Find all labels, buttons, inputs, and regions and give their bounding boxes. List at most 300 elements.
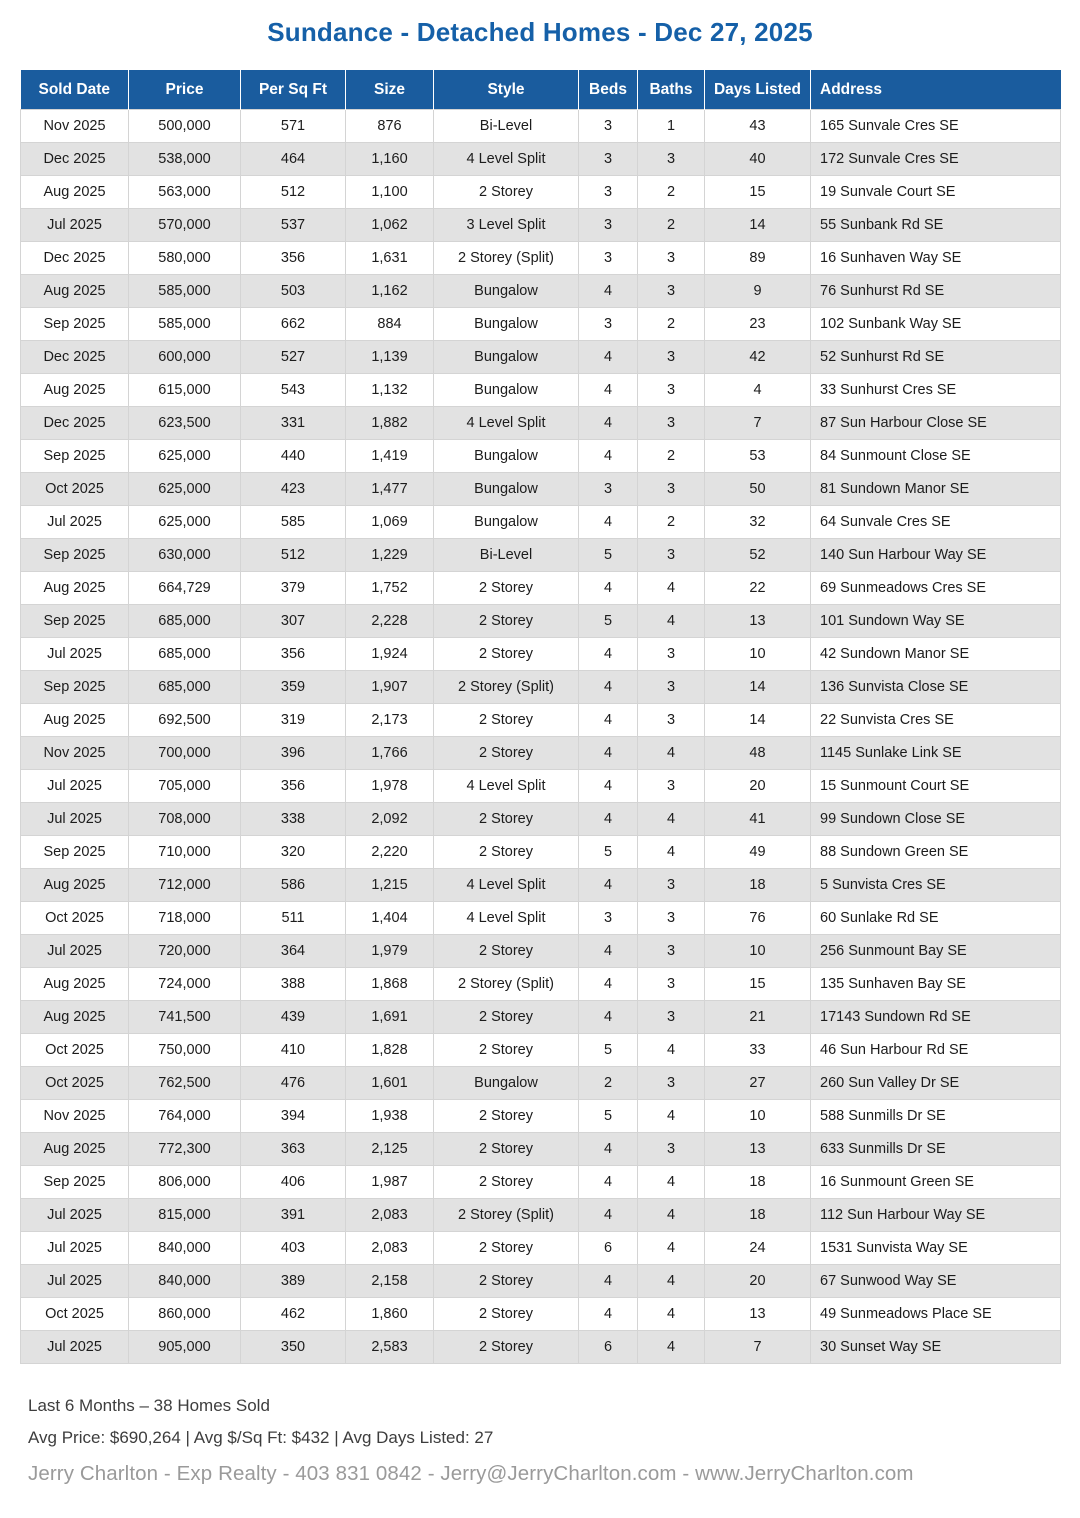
cell-per-sq-ft: 364 [241,935,346,968]
cell-beds: 4 [579,1166,638,1199]
cell-baths: 4 [638,605,705,638]
cell-baths: 2 [638,440,705,473]
cell-days-listed: 7 [705,1331,811,1364]
cell-per-sq-ft: 543 [241,374,346,407]
column-header-size[interactable]: Size [346,70,434,110]
table-row [21,539,1061,572]
cell-sold-date: Jul 2025 [21,209,129,242]
cell-per-sq-ft: 320 [241,836,346,869]
cell-sold-date: Jul 2025 [21,638,129,671]
cell-days-listed: 24 [705,1232,811,1265]
cell-size: 1,160 [346,143,434,176]
cell-beds: 4 [579,1001,638,1034]
cell-days-listed: 15 [705,968,811,1001]
cell-sold-date: Oct 2025 [21,473,129,506]
cell-size: 1,882 [346,407,434,440]
table-row [21,143,1061,176]
cell-baths: 3 [638,407,705,440]
cell-style: Bungalow [434,440,579,473]
cell-per-sq-ft: 389 [241,1265,346,1298]
cell-beds: 4 [579,275,638,308]
cell-size: 1,938 [346,1100,434,1133]
cell-address: 87 Sun Harbour Close SE [811,407,1061,440]
cell-sold-date: Dec 2025 [21,143,129,176]
table-row [21,176,1061,209]
cell-sold-date: Dec 2025 [21,242,129,275]
cell-address: 140 Sun Harbour Way SE [811,539,1061,572]
cell-per-sq-ft: 363 [241,1133,346,1166]
cell-price: 664,729 [129,572,241,605]
cell-sold-date: Aug 2025 [21,374,129,407]
cell-style: Bi-Level [434,110,579,143]
cell-per-sq-ft: 338 [241,803,346,836]
cell-price: 762,500 [129,1067,241,1100]
cell-size: 884 [346,308,434,341]
cell-address: 5 Sunvista Cres SE [811,869,1061,902]
table-row [21,1067,1061,1100]
cell-address: 67 Sunwood Way SE [811,1265,1061,1298]
cell-sold-date: Aug 2025 [21,968,129,1001]
table-row [21,935,1061,968]
cell-days-listed: 18 [705,1199,811,1232]
cell-style: 2 Storey [434,704,579,737]
cell-price: 685,000 [129,605,241,638]
cell-per-sq-ft: 331 [241,407,346,440]
cell-price: 570,000 [129,209,241,242]
cell-sold-date: Oct 2025 [21,1034,129,1067]
table-row [21,869,1061,902]
cell-days-listed: 18 [705,1166,811,1199]
cell-address: 55 Sunbank Rd SE [811,209,1061,242]
cell-style: Bungalow [434,473,579,506]
cell-baths: 3 [638,143,705,176]
cell-days-listed: 52 [705,539,811,572]
cell-beds: 4 [579,638,638,671]
cell-sold-date: Sep 2025 [21,1166,129,1199]
cell-address: 1531 Sunvista Way SE [811,1232,1061,1265]
column-header-sold-date[interactable]: Sold Date [21,70,129,110]
cell-days-listed: 27 [705,1067,811,1100]
cell-baths: 3 [638,275,705,308]
cell-price: 580,000 [129,242,241,275]
cell-price: 840,000 [129,1265,241,1298]
cell-style: 2 Storey (Split) [434,242,579,275]
cell-beds: 3 [579,176,638,209]
cell-beds: 3 [579,473,638,506]
cell-sold-date: Nov 2025 [21,737,129,770]
cell-days-listed: 33 [705,1034,811,1067]
cell-per-sq-ft: 439 [241,1001,346,1034]
cell-beds: 4 [579,1133,638,1166]
cell-style: 4 Level Split [434,143,579,176]
cell-beds: 5 [579,539,638,572]
cell-days-listed: 10 [705,638,811,671]
cell-baths: 4 [638,1232,705,1265]
cell-price: 860,000 [129,1298,241,1331]
table-row [21,638,1061,671]
cell-style: Bi-Level [434,539,579,572]
cell-sold-date: Jul 2025 [21,803,129,836]
cell-beds: 4 [579,572,638,605]
cell-style: Bungalow [434,1067,579,1100]
cell-days-listed: 9 [705,275,811,308]
sold-homes-table [20,70,1061,1364]
table-row [21,209,1061,242]
cell-beds: 5 [579,1034,638,1067]
cell-per-sq-ft: 319 [241,704,346,737]
cell-per-sq-ft: 462 [241,1298,346,1331]
cell-beds: 4 [579,374,638,407]
cell-style: 2 Storey [434,803,579,836]
cell-address: 16 Sunmount Green SE [811,1166,1061,1199]
cell-days-listed: 21 [705,1001,811,1034]
cell-sold-date: Jul 2025 [21,1265,129,1298]
cell-sold-date: Sep 2025 [21,671,129,704]
cell-size: 1,631 [346,242,434,275]
cell-per-sq-ft: 586 [241,869,346,902]
cell-per-sq-ft: 396 [241,737,346,770]
cell-sold-date: Jul 2025 [21,770,129,803]
cell-per-sq-ft: 350 [241,1331,346,1364]
cell-address: 112 Sun Harbour Way SE [811,1199,1061,1232]
table-row [21,110,1061,143]
cell-baths: 3 [638,1001,705,1034]
cell-address: 69 Sunmeadows Cres SE [811,572,1061,605]
cell-style: 2 Storey (Split) [434,671,579,704]
cell-size: 1,987 [346,1166,434,1199]
table-row [21,1034,1061,1067]
cell-style: 3 Level Split [434,209,579,242]
cell-sold-date: Nov 2025 [21,1100,129,1133]
cell-baths: 3 [638,1067,705,1100]
cell-beds: 4 [579,968,638,1001]
cell-sold-date: Sep 2025 [21,836,129,869]
cell-beds: 3 [579,110,638,143]
table-row [21,671,1061,704]
table-row [21,1166,1061,1199]
cell-days-listed: 53 [705,440,811,473]
cell-beds: 3 [579,308,638,341]
table-row [21,1199,1061,1232]
cell-baths: 4 [638,803,705,836]
cell-style: 2 Storey [434,737,579,770]
cell-baths: 3 [638,968,705,1001]
cell-size: 1,766 [346,737,434,770]
cell-per-sq-ft: 403 [241,1232,346,1265]
summary-count: Last 6 Months – 38 Homes Sold [28,1396,270,1416]
cell-size: 1,978 [346,770,434,803]
cell-price: 705,000 [129,770,241,803]
cell-sold-date: Jul 2025 [21,1199,129,1232]
cell-address: 88 Sundown Green SE [811,836,1061,869]
cell-address: 64 Sunvale Cres SE [811,506,1061,539]
cell-size: 876 [346,110,434,143]
table-row [21,407,1061,440]
cell-size: 2,583 [346,1331,434,1364]
sales-table-container [20,70,1060,1364]
table-row [21,902,1061,935]
cell-style: 4 Level Split [434,770,579,803]
cell-beds: 5 [579,1100,638,1133]
table-row [21,704,1061,737]
table-row [21,737,1061,770]
cell-size: 1,229 [346,539,434,572]
cell-per-sq-ft: 391 [241,1199,346,1232]
agent-contact-line: Jerry Charlton - Exp Realty - 403 831 0842 - Jerry@JerryCharlton.com - www.JerryCharlton.com [28,1462,914,1485]
cell-sold-date: Jul 2025 [21,506,129,539]
cell-size: 2,220 [346,836,434,869]
cell-beds: 4 [579,770,638,803]
cell-price: 712,000 [129,869,241,902]
cell-beds: 3 [579,143,638,176]
cell-price: 772,300 [129,1133,241,1166]
cell-address: 49 Sunmeadows Place SE [811,1298,1061,1331]
cell-style: Bungalow [434,341,579,374]
table-row [21,1232,1061,1265]
cell-price: 815,000 [129,1199,241,1232]
cell-beds: 3 [579,209,638,242]
cell-baths: 3 [638,770,705,803]
cell-beds: 4 [579,671,638,704]
cell-baths: 4 [638,1298,705,1331]
cell-per-sq-ft: 359 [241,671,346,704]
cell-days-listed: 76 [705,902,811,935]
cell-address: 76 Sunhurst Rd SE [811,275,1061,308]
cell-beds: 3 [579,242,638,275]
cell-sold-date: Oct 2025 [21,1067,129,1100]
table-row [21,440,1061,473]
cell-size: 1,100 [346,176,434,209]
cell-sold-date: Jul 2025 [21,935,129,968]
cell-days-listed: 32 [705,506,811,539]
cell-style: Bungalow [434,374,579,407]
cell-size: 1,907 [346,671,434,704]
cell-size: 1,979 [346,935,434,968]
cell-baths: 3 [638,341,705,374]
cell-price: 905,000 [129,1331,241,1364]
cell-per-sq-ft: 511 [241,902,346,935]
cell-days-listed: 42 [705,341,811,374]
cell-address: 16 Sunhaven Way SE [811,242,1061,275]
cell-baths: 3 [638,935,705,968]
column-header-address[interactable]: Address [811,70,1061,110]
cell-address: 256 Sunmount Bay SE [811,935,1061,968]
cell-per-sq-ft: 464 [241,143,346,176]
cell-price: 710,000 [129,836,241,869]
cell-baths: 3 [638,704,705,737]
cell-beds: 4 [579,1199,638,1232]
cell-days-listed: 40 [705,143,811,176]
cell-address: 22 Sunvista Cres SE [811,704,1061,737]
cell-baths: 4 [638,1166,705,1199]
cell-sold-date: Oct 2025 [21,902,129,935]
cell-price: 500,000 [129,110,241,143]
cell-days-listed: 20 [705,770,811,803]
cell-address: 633 Sunmills Dr SE [811,1133,1061,1166]
cell-sold-date: Aug 2025 [21,1001,129,1034]
cell-address: 84 Sunmount Close SE [811,440,1061,473]
cell-baths: 4 [638,1100,705,1133]
cell-per-sq-ft: 527 [241,341,346,374]
cell-address: 19 Sunvale Court SE [811,176,1061,209]
cell-days-listed: 22 [705,572,811,605]
table-row [21,803,1061,836]
cell-address: 165 Sunvale Cres SE [811,110,1061,143]
cell-per-sq-ft: 662 [241,308,346,341]
cell-sold-date: Jul 2025 [21,1232,129,1265]
cell-baths: 2 [638,209,705,242]
cell-size: 1,419 [346,440,434,473]
cell-style: Bungalow [434,308,579,341]
cell-price: 623,500 [129,407,241,440]
cell-beds: 4 [579,704,638,737]
cell-size: 1,752 [346,572,434,605]
cell-size: 1,069 [346,506,434,539]
cell-size: 1,404 [346,902,434,935]
table-row [21,473,1061,506]
cell-price: 741,500 [129,1001,241,1034]
cell-size: 2,083 [346,1199,434,1232]
cell-size: 1,215 [346,869,434,902]
cell-per-sq-ft: 571 [241,110,346,143]
cell-price: 685,000 [129,671,241,704]
cell-sold-date: Dec 2025 [21,341,129,374]
cell-per-sq-ft: 388 [241,968,346,1001]
cell-style: 2 Storey [434,176,579,209]
cell-style: 2 Storey [434,1100,579,1133]
cell-beds: 4 [579,440,638,473]
cell-address: 15 Sunmount Court SE [811,770,1061,803]
cell-style: 2 Storey [434,605,579,638]
summary-averages: Avg Price: $690,264 | Avg $/Sq Ft: $432 | Avg Days Listed: 27 [28,1427,494,1447]
table-row [21,1298,1061,1331]
summary-block [28,1390,1080,1453]
cell-per-sq-ft: 394 [241,1100,346,1133]
cell-price: 708,000 [129,803,241,836]
column-header-beds[interactable]: Beds [579,70,638,110]
cell-style: 2 Storey [434,638,579,671]
cell-price: 563,000 [129,176,241,209]
cell-address: 30 Sunset Way SE [811,1331,1061,1364]
cell-size: 1,691 [346,1001,434,1034]
cell-per-sq-ft: 307 [241,605,346,638]
cell-per-sq-ft: 406 [241,1166,346,1199]
column-header-price[interactable]: Price [129,70,241,110]
cell-style: 2 Storey [434,1133,579,1166]
cell-price: 700,000 [129,737,241,770]
cell-style: 2 Storey [434,935,579,968]
cell-days-listed: 49 [705,836,811,869]
column-header-style[interactable]: Style [434,70,579,110]
cell-address: 101 Sundown Way SE [811,605,1061,638]
cell-sold-date: Aug 2025 [21,275,129,308]
cell-price: 630,000 [129,539,241,572]
cell-beds: 4 [579,737,638,770]
cell-style: 4 Level Split [434,902,579,935]
cell-per-sq-ft: 410 [241,1034,346,1067]
cell-style: Bungalow [434,275,579,308]
cell-per-sq-ft: 512 [241,539,346,572]
cell-beds: 4 [579,407,638,440]
table-row [21,770,1061,803]
cell-price: 585,000 [129,275,241,308]
cell-days-listed: 7 [705,407,811,440]
cell-baths: 2 [638,176,705,209]
cell-days-listed: 10 [705,1100,811,1133]
cell-address: 99 Sundown Close SE [811,803,1061,836]
table-row [21,341,1061,374]
cell-address: 135 Sunhaven Bay SE [811,968,1061,1001]
cell-address: 42 Sundown Manor SE [811,638,1061,671]
cell-style: 2 Storey [434,836,579,869]
cell-size: 2,158 [346,1265,434,1298]
table-header-row [21,70,1061,110]
cell-size: 1,868 [346,968,434,1001]
cell-sold-date: Aug 2025 [21,176,129,209]
cell-sold-date: Nov 2025 [21,110,129,143]
cell-beds: 4 [579,935,638,968]
table-row [21,1001,1061,1034]
cell-size: 1,860 [346,1298,434,1331]
cell-baths: 3 [638,902,705,935]
cell-beds: 4 [579,869,638,902]
cell-style: 4 Level Split [434,869,579,902]
table-row [21,1265,1061,1298]
cell-sold-date: Dec 2025 [21,407,129,440]
cell-beds: 4 [579,1265,638,1298]
cell-per-sq-ft: 356 [241,770,346,803]
table-row [21,242,1061,275]
cell-sold-date: Sep 2025 [21,605,129,638]
cell-style: 2 Storey [434,1034,579,1067]
cell-days-listed: 10 [705,935,811,968]
cell-style: 2 Storey [434,1001,579,1034]
cell-price: 615,000 [129,374,241,407]
cell-style: 2 Storey [434,1166,579,1199]
cell-sold-date: Sep 2025 [21,308,129,341]
cell-per-sq-ft: 440 [241,440,346,473]
cell-days-listed: 20 [705,1265,811,1298]
cell-baths: 3 [638,869,705,902]
cell-beds: 3 [579,902,638,935]
table-body [21,110,1061,1364]
cell-sold-date: Aug 2025 [21,869,129,902]
cell-baths: 3 [638,473,705,506]
column-header-baths[interactable]: Baths [638,70,705,110]
cell-baths: 4 [638,737,705,770]
cell-baths: 3 [638,374,705,407]
cell-per-sq-ft: 356 [241,242,346,275]
cell-days-listed: 50 [705,473,811,506]
table-row [21,374,1061,407]
column-header-per-sq-ft[interactable]: Per Sq Ft [241,70,346,110]
cell-address: 102 Sunbank Way SE [811,308,1061,341]
cell-price: 840,000 [129,1232,241,1265]
column-header-days-listed[interactable]: Days Listed [705,70,811,110]
cell-days-listed: 14 [705,671,811,704]
cell-days-listed: 14 [705,209,811,242]
cell-days-listed: 48 [705,737,811,770]
cell-days-listed: 13 [705,1298,811,1331]
table-header [21,70,1061,110]
cell-baths: 1 [638,110,705,143]
cell-days-listed: 23 [705,308,811,341]
table-row [21,1100,1061,1133]
cell-size: 2,173 [346,704,434,737]
cell-address: 52 Sunhurst Rd SE [811,341,1061,374]
cell-beds: 4 [579,1298,638,1331]
cell-style: 2 Storey [434,1265,579,1298]
